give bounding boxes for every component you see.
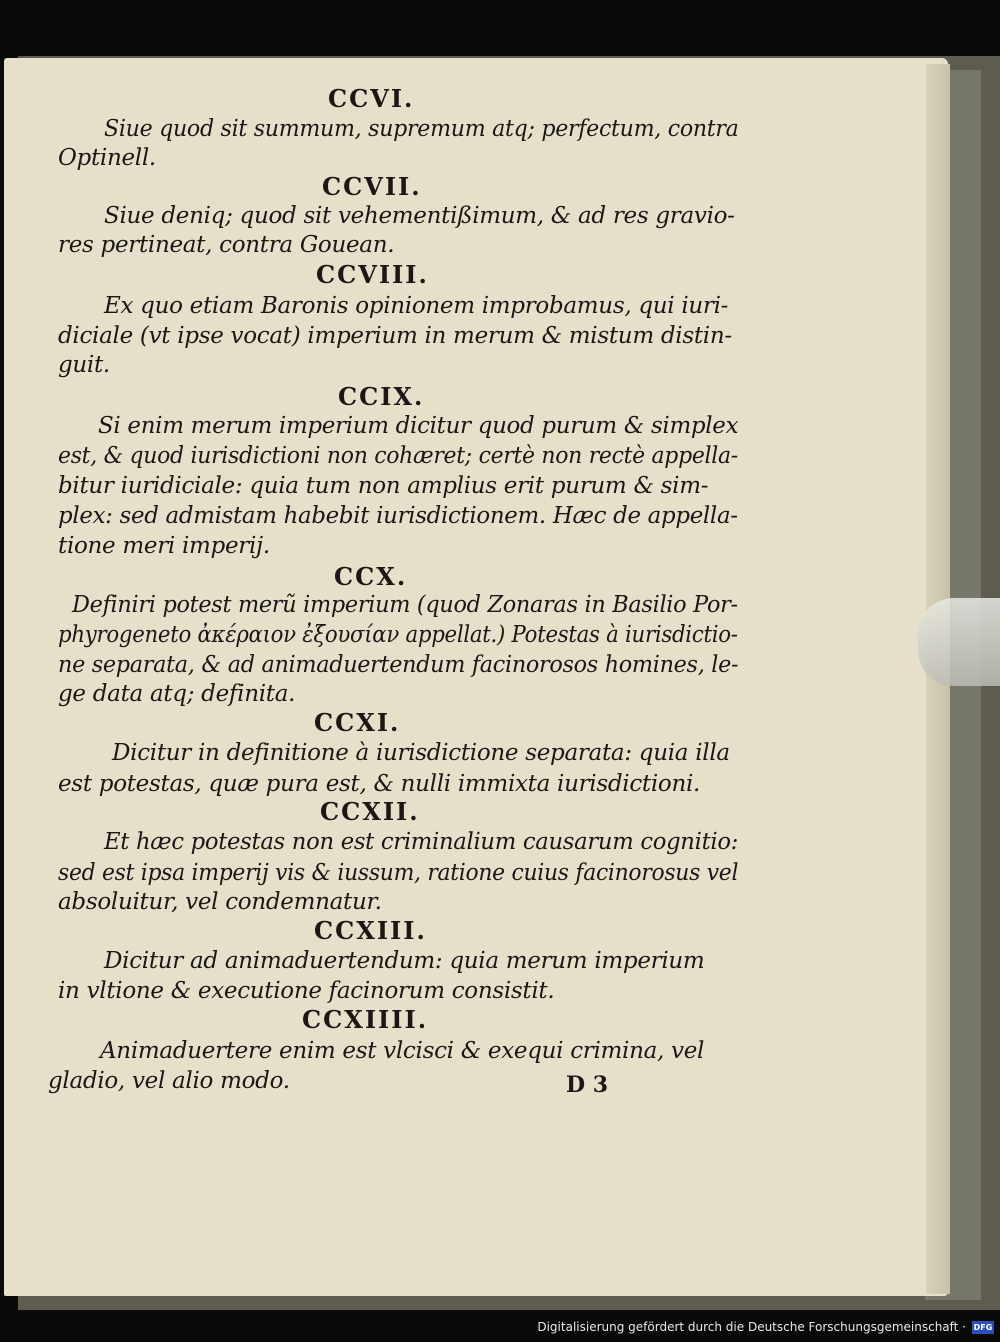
text-line: Dicitur in definitione à iurisdictione separata: quia illa [112, 740, 730, 766]
section-heading: CCIX. [338, 382, 425, 411]
text-line: est potestas, quæ pura est, & nulli immixta iurisdictioni. [58, 771, 701, 797]
text-line: tione meri imperij. [58, 533, 270, 559]
text-line: Dicitur ad animaduertendum: quia merum imperium [104, 948, 705, 974]
signature-mark: D 3 [566, 1072, 609, 1098]
text-line: in vltione & executione facinorum consistit. [58, 978, 555, 1004]
text-line: res pertineat, contra Gouean. [58, 232, 395, 258]
text-line: est, & quod iurisdictioni non cohæret; certè non rectè appella- [58, 443, 738, 469]
text-line: sed est ipsa imperij vis & iussum, ratione cuius facinorosus vel [58, 860, 739, 886]
text-line: plex: sed admistam habebit iurisdictionem. Hæc de appella- [58, 503, 738, 529]
text-line: guit. [58, 352, 110, 378]
text-line: Animaduertere enim est vlcisci & exequi crimina, vel [100, 1038, 705, 1064]
section-heading: CCXII. [320, 797, 420, 826]
text-line: ne separata, & ad animaduertendum facinorosos homines, le- [58, 652, 739, 678]
text-line: absoluitur, vel condemnatur. [58, 889, 382, 915]
section-heading: CCVII. [322, 172, 422, 201]
text-line: Siue quod sit summum, supremum atq; perfectum, contra [104, 116, 739, 142]
text-line: bitur iuridiciale: quia tum non amplius erit purum & sim- [58, 473, 709, 499]
section-heading: CCXIII. [314, 916, 427, 945]
footer-credit: Digitalisierung gefördert durch die Deutsche Forschungsgemeinschaft · [537, 1320, 966, 1334]
text-line: Si enim merum imperium dicitur quod purum & simplex [98, 413, 739, 439]
text-line: Ex quo etiam Baronis opinionem improbamus, qui iuri- [104, 293, 729, 319]
section-heading: CCX. [334, 562, 408, 591]
text-line: Siue deniq; quod sit vehementißimum, & ad res gravio- [104, 203, 735, 229]
dfg-logo-icon: DFG [973, 1322, 993, 1332]
text-line: ge data atq; definita. [58, 681, 296, 707]
section-heading: CCVIII. [316, 260, 429, 289]
text-line: gladio, vel alio modo. [48, 1068, 290, 1094]
text-line: Et hæc potestas non est criminalium causarum cognitio: [104, 829, 739, 855]
digitization-footer [537, 1316, 994, 1338]
text-line: diciale (vt ipse vocat) imperium in merum & mistum distin- [58, 323, 732, 349]
text-line: Definiri potest merũ imperium (quod Zonaras in Basilio Por- [72, 592, 738, 618]
text-line: phyrogeneto ἀκέραιον ἐξουσίαν appellat.) Potestas à iurisdictio- [58, 622, 738, 648]
section-heading: CCVI. [328, 84, 415, 113]
section-heading: CCXI. [314, 708, 401, 737]
text-line: Optinell. [58, 145, 156, 171]
section-heading: CCXIIII. [302, 1005, 429, 1034]
